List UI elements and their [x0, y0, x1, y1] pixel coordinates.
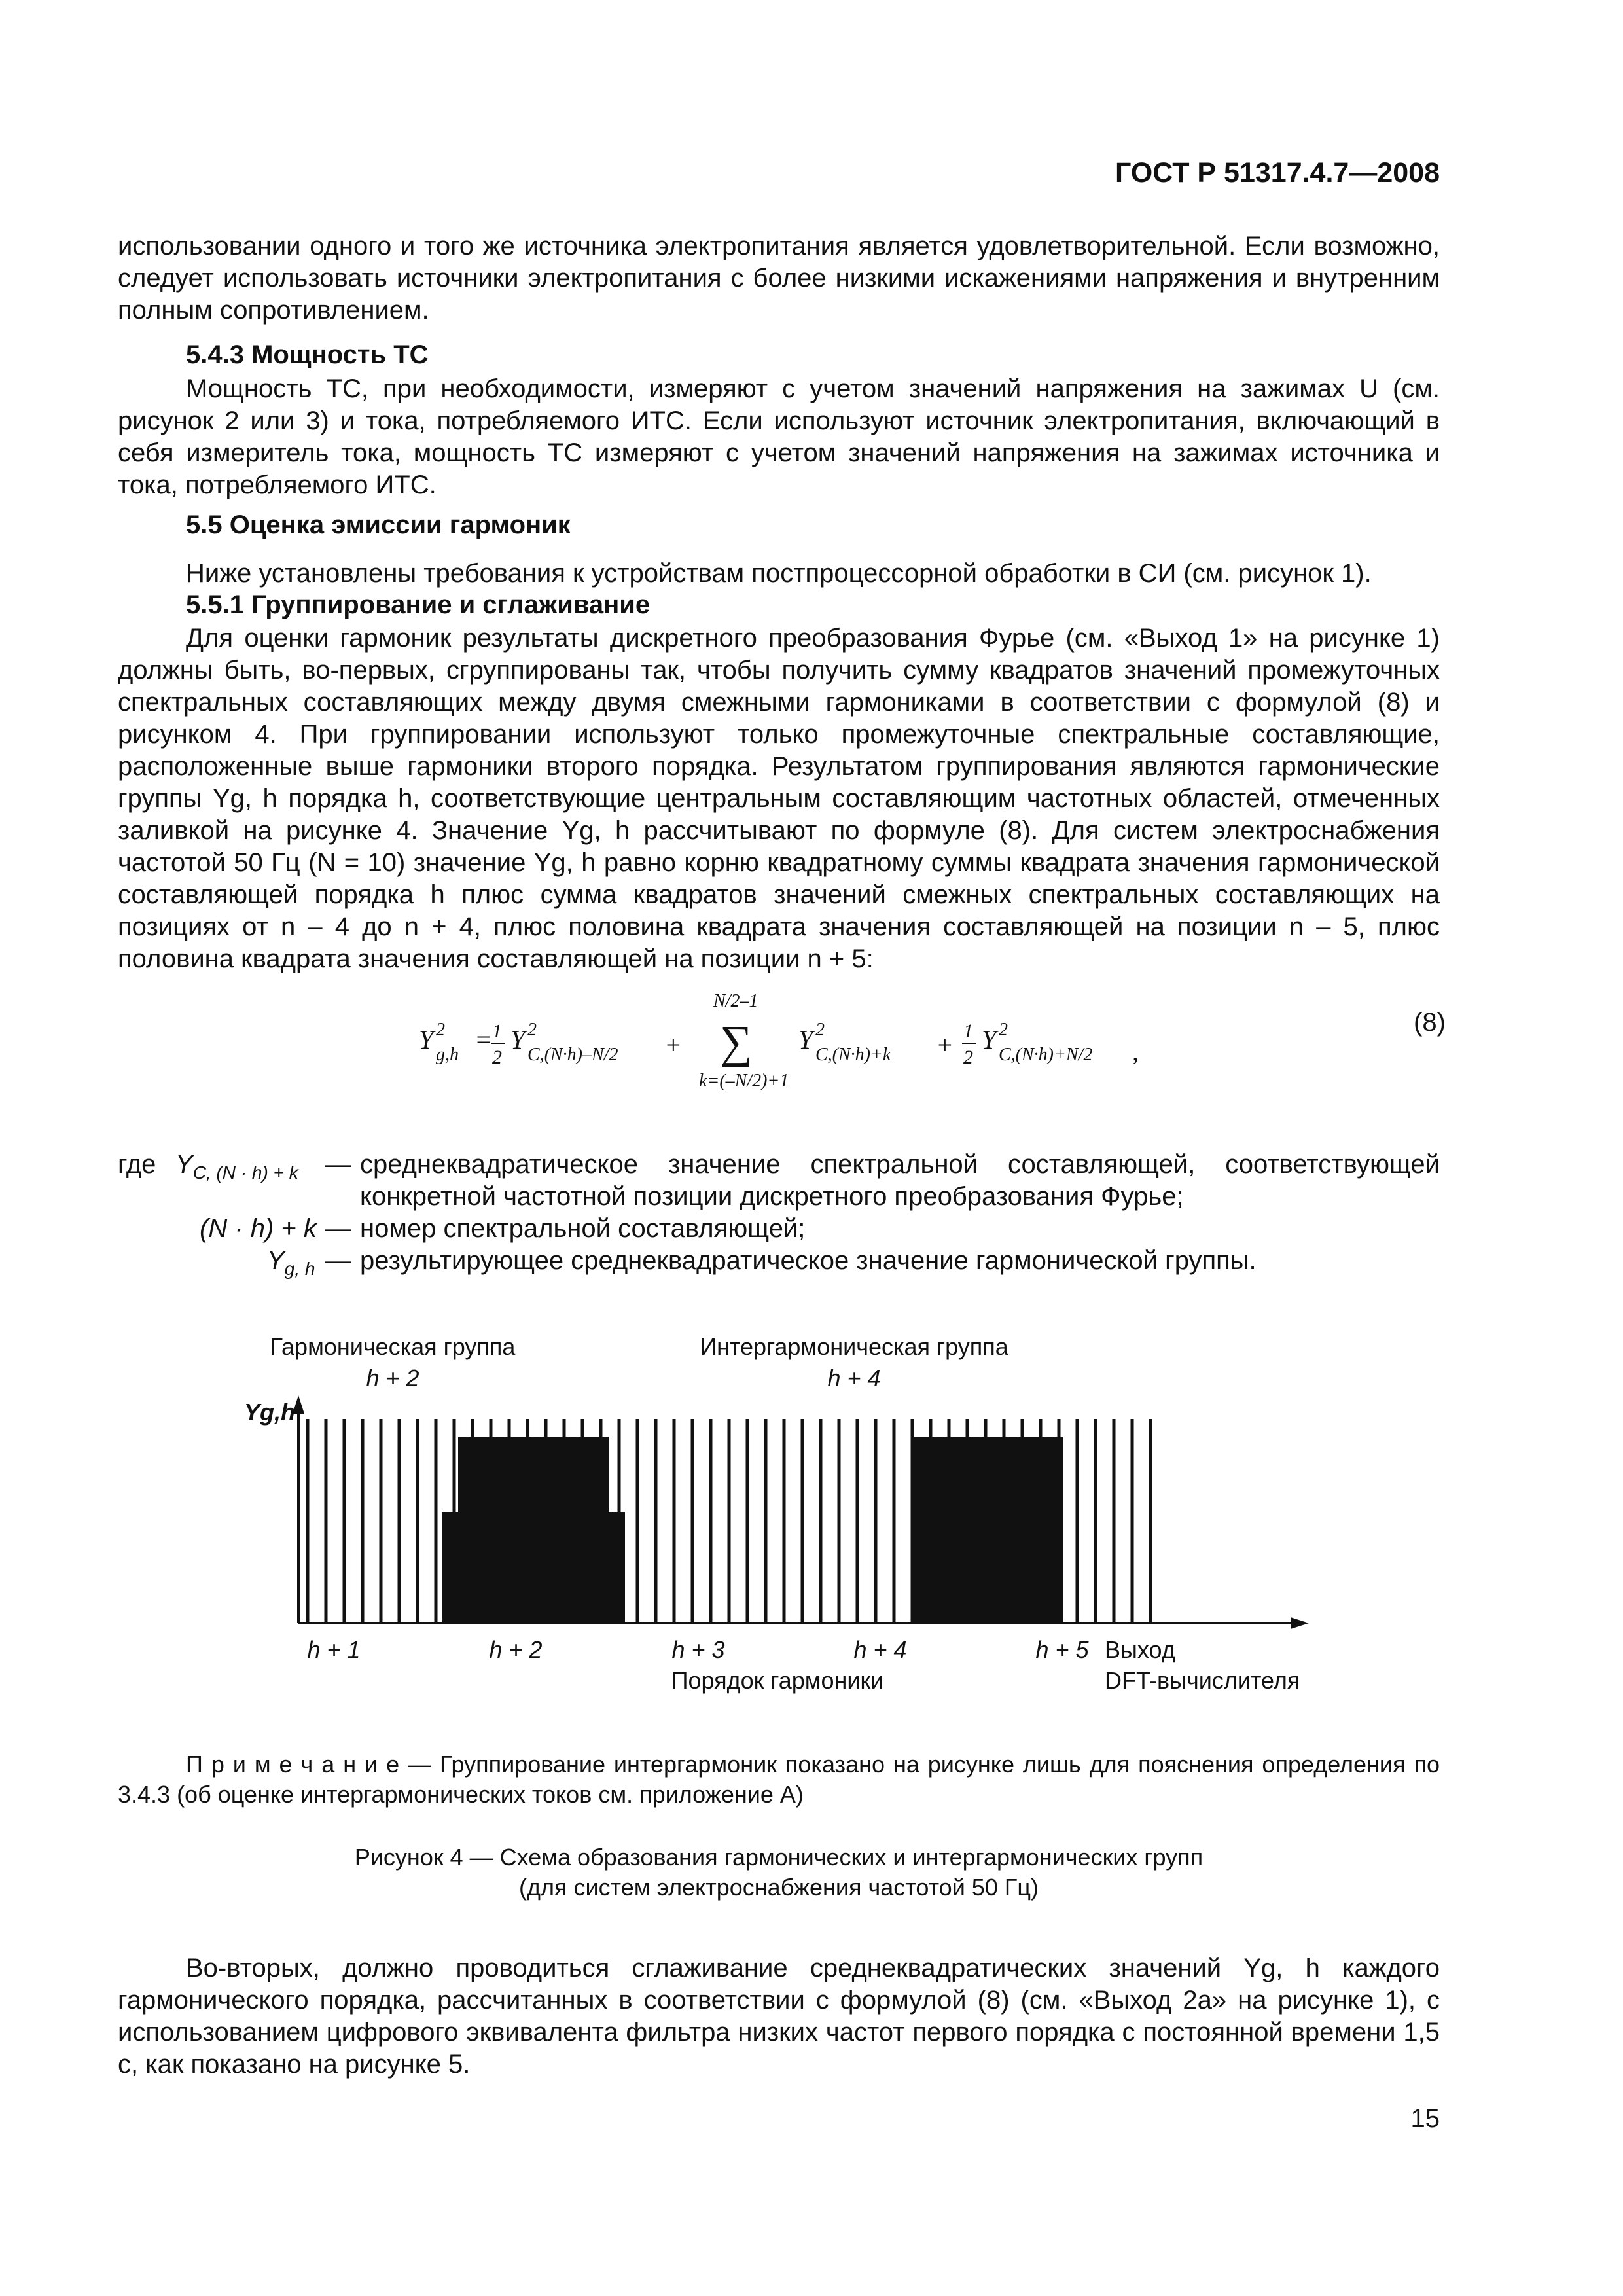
formula-half-den-1: 2	[492, 1047, 502, 1068]
where-item-3-dash: —	[325, 1246, 351, 1275]
formula-term1-sub: C,(N·h)–N/2	[527, 1045, 618, 1065]
formula-8	[393, 988, 1243, 1119]
figure-4	[223, 1322, 1335, 1702]
output-label-line-2: DFT-вычислителя	[1105, 1667, 1300, 1694]
where-intro: где	[118, 1150, 156, 1179]
formula-term3-sup: 2	[999, 1020, 1008, 1040]
x-tick-h5: h + 5	[1035, 1636, 1089, 1663]
formula-plus-1: +	[664, 1030, 682, 1060]
formula-half-den-2: 2	[963, 1047, 973, 1068]
page-number: 15	[1410, 2104, 1440, 2133]
formula-sum-top: N/2–1	[713, 991, 758, 1011]
formula-sum-bottom: k=(–N/2)+1	[699, 1071, 789, 1091]
formula-term1: Y	[510, 1025, 526, 1054]
where-item-1-desc: среднеквадратическое значение спектральной составляющей, соответствующей конкретной частотной позиции дискретного преобразования Фурье;	[360, 1150, 1440, 1211]
intro-paragraph: использовании одного и того же источника электропитания является удовлетворительной. Если возможно, следует использовать источники электропитания с более низкими искажениями напряжения и внутренним полным сопротивлением.	[118, 232, 1440, 325]
where-item-2-desc: номер спектральной составляющей;	[360, 1214, 806, 1243]
section-5-4-3-text: Мощность ТС, при необходимости, измеряют с учетом значений напряжения на зажимах U (см. рисунок 2 или 3) и тока, потребляемого ИТС. Если используют источник электропитания, включающий в себя измеритель тока, мощность ТС измеряют с учетом значений напряжения на зажимах источника и тока, потребляемого ИТС.	[118, 374, 1440, 499]
where-item-3-symbol	[267, 1245, 315, 1285]
formula-half-num-2: 1	[963, 1020, 973, 1042]
figure-caption	[118, 1842, 1440, 1903]
where-item-3-desc: результирующее среднеквадратическое значение гармонической группы.	[360, 1246, 1257, 1275]
formula-term3: Y	[982, 1025, 997, 1054]
formula-lhs-sub: g,h	[436, 1045, 459, 1065]
where-item-2-symbol: (N · h) + k	[200, 1214, 317, 1243]
formula-sum-sign: ∑	[720, 1017, 753, 1067]
formula-number: (8)	[1414, 1008, 1446, 1037]
output-label-line-1: Выход	[1105, 1636, 1175, 1663]
group-right-sub: h + 4	[827, 1365, 881, 1391]
where-item-2-dash: —	[325, 1214, 351, 1243]
formula-term2-sup: 2	[815, 1020, 825, 1040]
where-item-3-sym: Y	[267, 1246, 285, 1275]
caption-line-2: (для систем электроснабжения частотой 50 Гц)	[519, 1874, 1039, 1901]
section-5-5-1-heading: 5.5.1 Группирование и сглаживание	[186, 590, 651, 619]
formula-term3-sub: C,(N·h)+N/2	[999, 1045, 1093, 1065]
figure-4-svg	[223, 1322, 1335, 1702]
x-tick-h4: h + 4	[853, 1636, 907, 1663]
section-5-5-heading: 5.5 Оценка эмиссии гармоник	[186, 511, 571, 539]
group-left-label: Гармоническая группа	[270, 1333, 516, 1360]
section-5-5-1-text: Для оценки гармоник результаты дискретного преобразования Фурье (см. «Выход 1» на рисунке 1) должны быть, во-первых, сгруппированы так, чтобы получить сумму квадратов значений промежуточных спектральных составляющих между двумя смежными гармониками в соответствии с формулой (8) и рисунком 4. При группировании используют только промежуточные спектральные составляющие, расположенные выше гармоники второго порядка. Результатом группирования являются гармонические группы Yg, h порядка h, соответствующие центральным составляющим частотных областей, отмеченных заливкой на рисунке 4. Значение Yg, h рассчитывают по формуле (8). Для систем электроснабжения частотой 50 Гц (N = 10) значение Yg, h равно корню квадратному суммы квадрата значения гармонической составляющей порядка h плюс сумма квадратов значений смежных спектральных составляющих на позициях от n – 4 до n + 4, плюс половина квадрата значения составляющей на позиции n – 5, плюс половина квадрата значения составляющей на позиции n + 5:	[118, 624, 1440, 973]
formula-half-num-1: 1	[492, 1020, 502, 1042]
x-tick-h1: h + 1	[307, 1636, 361, 1663]
caption-line-1: Рисунок 4 — Схема образования гармонических и интергармонических групп	[354, 1844, 1204, 1871]
x-axis-label: Порядок гармоники	[671, 1667, 884, 1694]
formula-lhs: Y	[419, 1025, 434, 1054]
formula-svg	[393, 988, 1243, 1119]
x-axis-arrow	[1291, 1617, 1309, 1629]
second-paragraph: Во-вторых, должно проводиться сглаживание среднеквадратических значений Yg, h каждого гармонического порядка, рассчитанных в соответствии с формулой (8) (см. «Выход 2а» на рисунке 1), с использованием цифрового эквивалента фильтра низких частот первого порядка с постоянной времени 1,5 с, как показано на рисунке 5.	[118, 1954, 1440, 2079]
where-item-1-dash: —	[325, 1150, 351, 1179]
section-5-4-3-heading: 5.4.3 Мощность ТС	[186, 340, 429, 369]
figure-note: П р и м е ч а н и е — Группирование интергармоник показано на рисунке лишь для пояснения определения по 3.4.3 (об оценке интергармонических токов см. приложение А)	[118, 1751, 1440, 1808]
where-item-1-symbol	[175, 1149, 298, 1189]
formula-term2: Y	[798, 1025, 813, 1054]
harmonic-group-center	[458, 1437, 609, 1623]
formula-plus-2: +	[936, 1030, 954, 1060]
x-tick-h3: h + 3	[671, 1636, 725, 1663]
harmonic-group-side-right	[609, 1512, 625, 1623]
section-5-5-text: Ниже установлены требования к устройствам постпроцессорной обработки в СИ (см. рисунок 1).	[186, 559, 1372, 588]
where-item-1-sym: Y	[175, 1150, 193, 1179]
group-right-label: Интергармоническая группа	[700, 1333, 1008, 1360]
formula-lhs-sup: 2	[436, 1020, 445, 1040]
formula-comma: ,	[1132, 1037, 1139, 1066]
y-axis-label: Yg,h	[244, 1399, 295, 1426]
standard-header: ГОСТ Р 51317.4.7—2008	[1115, 157, 1440, 188]
formula-term1-sup: 2	[527, 1020, 537, 1040]
where-item-3-sub: g, h	[284, 1259, 315, 1279]
group-left-sub: h + 2	[366, 1365, 419, 1391]
formula-equals: =	[474, 1025, 492, 1054]
where-item-1-sub: C, (N · h) + k	[192, 1162, 298, 1183]
x-tick-h2: h + 2	[489, 1636, 543, 1663]
formula-term2-sub: C,(N·h)+k	[815, 1045, 891, 1065]
